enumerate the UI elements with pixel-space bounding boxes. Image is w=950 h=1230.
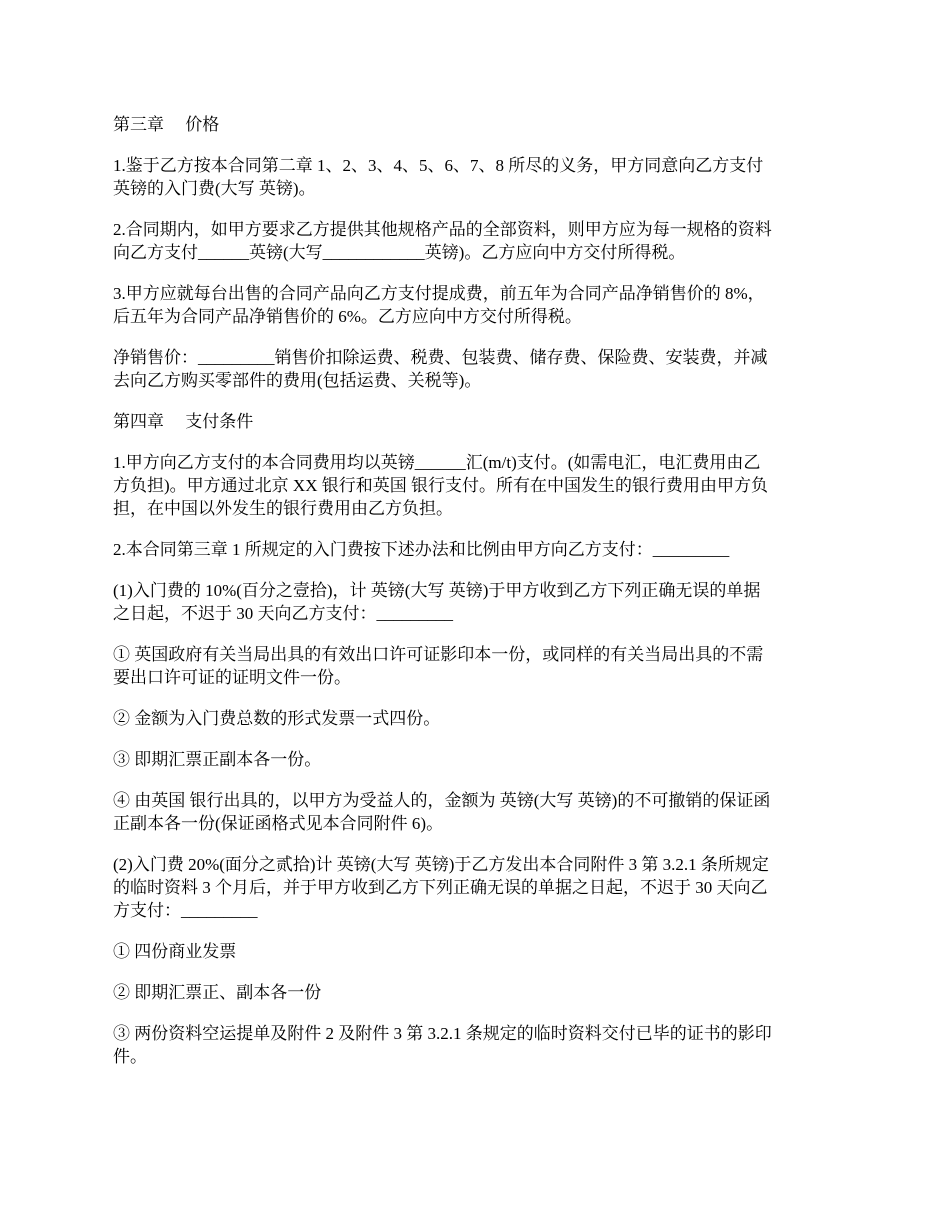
text-line: 担，在中国以外发生的银行费用由乙方负担。 [113, 499, 453, 518]
text-line: 后五年为合同产品净销售价的 6%。乙方应向中方交付所得税。 [113, 307, 582, 326]
paragraph [113, 154, 843, 200]
paragraph [113, 218, 843, 264]
paragraph [113, 940, 843, 963]
text-line: 净销售价：_________销售价扣除运费、税费、包装费、储存费、保险费、安装费，并减 [113, 348, 768, 367]
paragraph [113, 579, 843, 625]
paragraph [113, 981, 843, 1004]
text-line: 的临时资料 3 个月后，并于甲方收到乙方下列正确无误的单据之日起，不迟于 30 天向乙 [113, 878, 768, 897]
text-line: 件。 [113, 1047, 147, 1066]
text-line: ① 英国政府有关当局出具的有效出口许可证影印本一份，或同样的有关当局出具的不需 [113, 645, 764, 664]
text-line: 1.甲方向乙方支付的本合同费用均以英镑______汇(m/t)支付。(如需电汇，电汇费用由乙 [113, 453, 761, 472]
text-line: (2)入门费 20%(面分之贰拾)计 英镑(大写 英镑)于乙方发出本合同附件 3 第 3.2.1 条所规定 [113, 855, 769, 874]
text-line: ③ 两份资料空运提单及附件 2 及附件 3 第 3.2.1 条规定的临时资料交付已毕的证书的影印 [113, 1024, 772, 1043]
paragraph [113, 707, 843, 730]
paragraph [113, 538, 843, 561]
section-heading [113, 410, 843, 433]
text-line: ② 即期汇票正、副本各一份 [113, 983, 322, 1002]
text-line: ④ 由英国 银行出具的，以甲方为受益人的，金额为 英镑(大写 英镑)的不可撤销的保证函 [113, 791, 771, 810]
text-line: 方负担)。甲方通过北京 XX 银行和英国 银行支付。所有在中国发生的银行费用由甲方负 [113, 476, 768, 495]
text-line: 去向乙方购买零部件的费用(包括运费、关税等)。 [113, 371, 482, 390]
text-line: ③ 即期汇票正副本各一份。 [113, 750, 322, 769]
text-line: 2.本合同第三章 1 所规定的入门费按下述办法和比例由甲方向乙方支付：_________ [113, 540, 730, 559]
text-line: 向乙方支付______英镑(大写____________英镑)。乙方应向中方交付所得税。 [113, 243, 686, 262]
text-line: 正副本各一份(保证函格式见本合同附件 6)。 [113, 814, 444, 833]
paragraph [113, 789, 843, 835]
text-line: ① 四份商业发票 [113, 942, 237, 961]
paragraph [113, 748, 843, 771]
paragraph [113, 643, 843, 689]
text-line: 要出口许可证的证明文件一份。 [113, 668, 351, 687]
text-line: 第三章 价格 [113, 115, 220, 134]
document-page [113, 113, 843, 1086]
text-line: 之日起，不迟于 30 天向乙方支付：_________ [113, 604, 453, 623]
paragraph [113, 1022, 843, 1068]
text-line: 英镑的入门费(大写 英镑)。 [113, 179, 316, 198]
text-line: (1)入门费的 10%(百分之壹拾)，计 英镑(大写 英镑)于甲方收到乙方下列正确无误的单据 [113, 581, 761, 600]
section-heading [113, 113, 843, 136]
text-line: ② 金额为入门费总数的形式发票一式四份。 [113, 709, 441, 728]
text-line: 2.合同期内，如甲方要求乙方提供其他规格产品的全部资料，则甲方应为每一规格的资料 [113, 220, 772, 239]
text-line: 1.鉴于乙方按本合同第二章 1、2、3、4、5、6、7、8 所尽的义务，甲方同意向乙方支付 [113, 156, 764, 175]
text-line: 方支付：_________ [113, 901, 258, 920]
text-line: 3.甲方应就每台出售的合同产品向乙方支付提成费，前五年为合同产品净销售价的 8%， [113, 284, 765, 303]
paragraph [113, 282, 843, 328]
paragraph [113, 451, 843, 520]
paragraph [113, 853, 843, 922]
text-line: 第四章 支付条件 [113, 412, 254, 431]
paragraph [113, 346, 843, 392]
